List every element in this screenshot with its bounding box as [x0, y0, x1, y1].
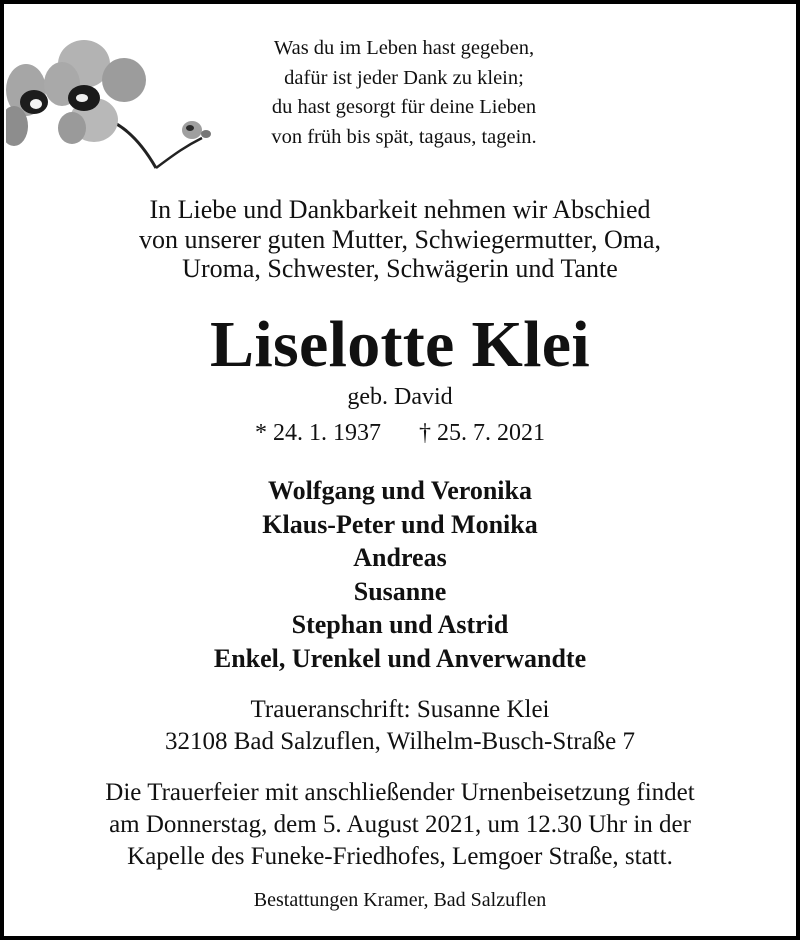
family-member: Enkel, Urenkel und Anverwandte: [213, 643, 587, 673]
undertaker: Bestattungen Kramer, Bad Salzuflen: [253, 889, 547, 911]
ceremony-line: Kapelle des Funeke-Friedhofes, Lemgoer Straße, statt.: [127, 843, 673, 870]
intro-line: In Liebe und Dankbarkeit nehmen wir Abschied: [149, 195, 651, 224]
maiden-name: geb. David: [347, 384, 453, 410]
intro-line: von unserer guten Mutter, Schwiegermutter, Oma,: [138, 224, 662, 254]
ceremony-line: am Donnerstag, dem 5. August 2021, um 12.30 Uhr in der: [109, 811, 691, 838]
poem-line: du hast gesorgt für deine Lieben: [271, 96, 537, 118]
poem-line: von früh bis spät, tagaus, tagein.: [271, 125, 537, 148]
death-date: † 25. 7. 2021: [419, 420, 545, 446]
address-line: 32108 Bad Salzuflen, Wilhelm-Busch-Straße 7: [165, 728, 635, 755]
family-member: Stephan und Astrid: [291, 610, 509, 640]
family-member: Klaus-Peter und Monika: [262, 509, 538, 539]
ceremony-line: Die Trauerfeier mit anschließender Urnenbeisetzung findet: [105, 779, 695, 806]
life-dates: [24, 418, 776, 448]
funeral-details: [24, 777, 776, 873]
poem-line: dafür ist jeder Dank zu klein;: [284, 66, 524, 89]
condolence-address: [24, 694, 776, 758]
orchid-icon: [6, 38, 224, 174]
intro-line: Uroma, Schwester, Schwägerin und Tante: [182, 254, 618, 283]
address-line: Traueranschrift: Susanne Klei: [250, 696, 550, 723]
deceased-name: Liselotte Klei: [210, 308, 590, 381]
birth-date: * 24. 1. 1937: [255, 420, 381, 446]
family-list: [24, 474, 776, 676]
family-member: Susanne: [353, 576, 447, 606]
family-member: Andreas: [353, 543, 447, 573]
family-member: Wolfgang und Veronika: [268, 476, 532, 505]
poem: [204, 34, 604, 152]
poem-line: Was du im Leben hast gegeben,: [273, 37, 535, 59]
intro-text: [24, 195, 776, 284]
